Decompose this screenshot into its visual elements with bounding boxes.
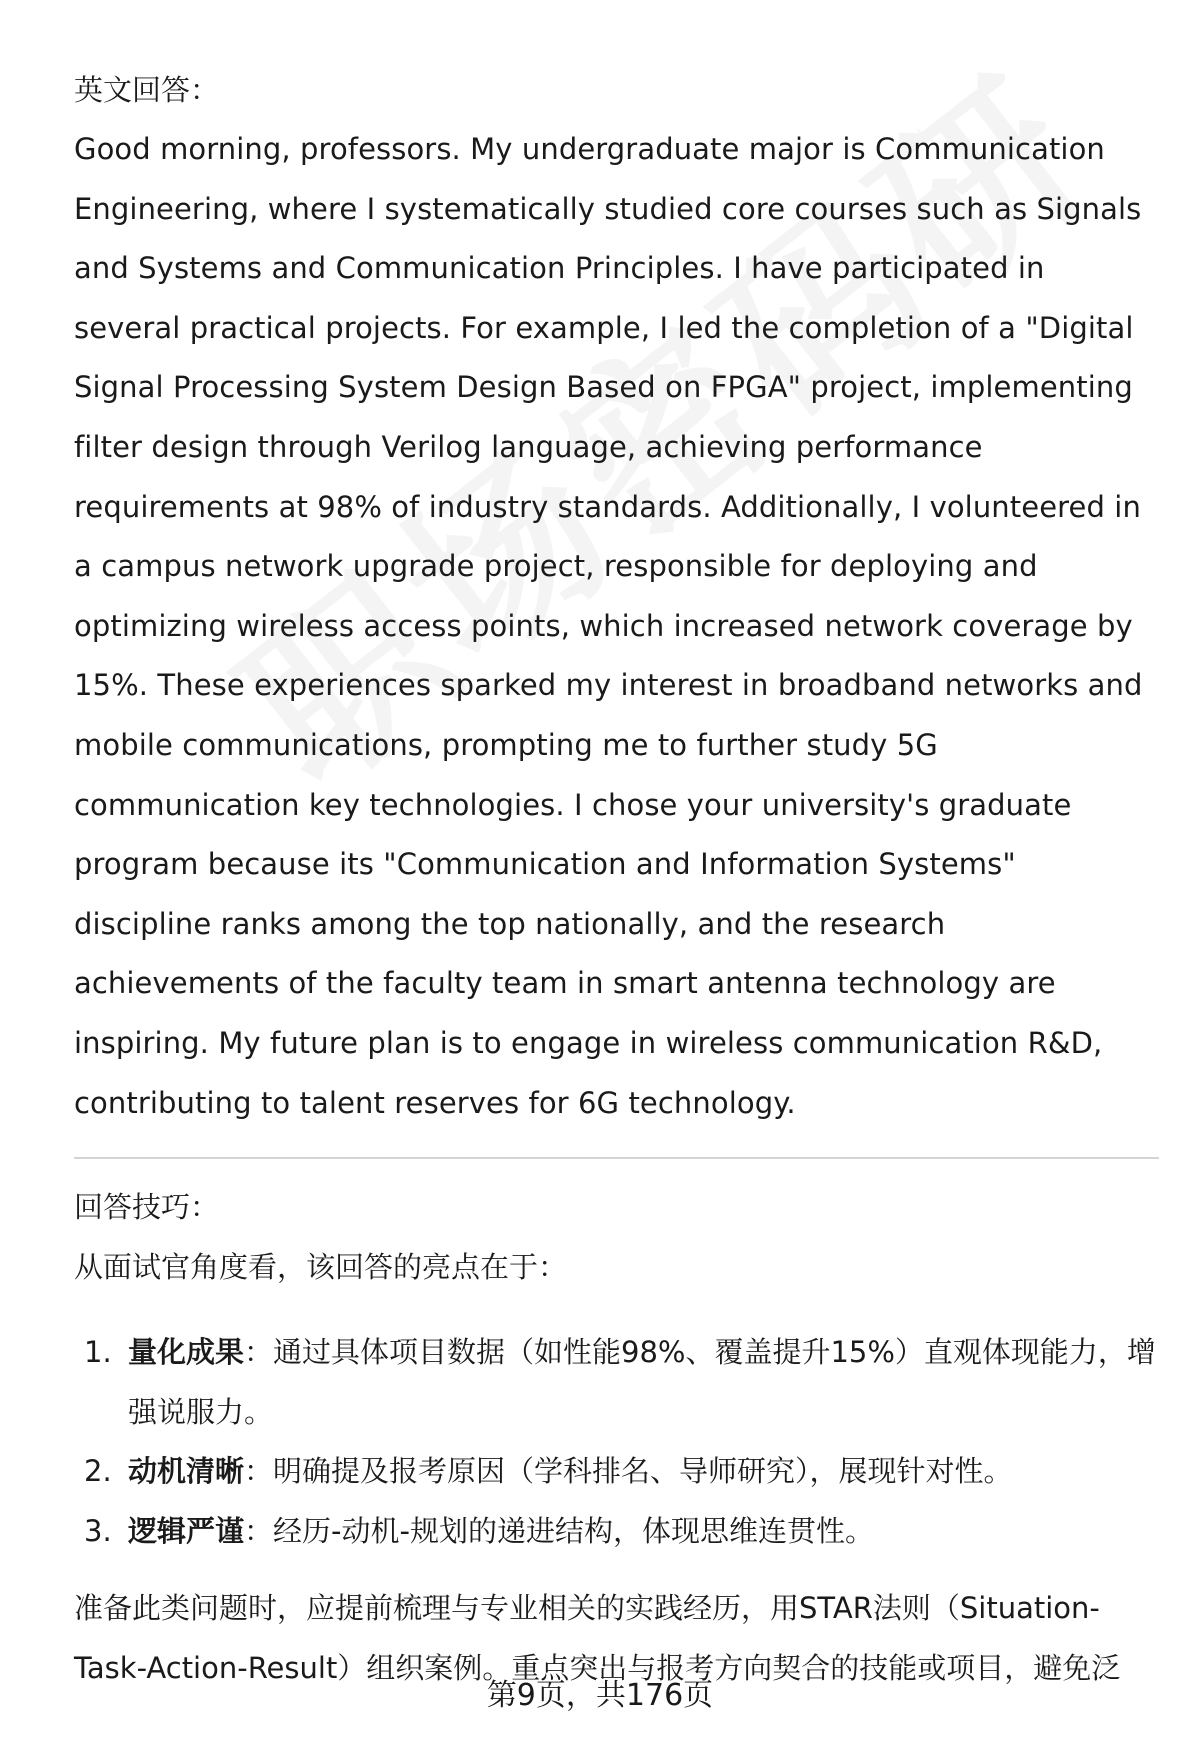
list-item-term: 量化成果 <box>128 1335 245 1370</box>
list-item-number: 2. <box>84 1454 112 1489</box>
list-item <box>74 1442 1159 1502</box>
list-item-number: 3. <box>84 1513 112 1548</box>
tips-intro: 从面试官角度看，该回答的亮点在于： <box>74 1250 568 1285</box>
closing-paragraph: 准备此类问题时，应提前梳理与专业相关的实践经历，用STAR法则（Situation-Task-Action-Result）组织案例。重点突出与报考方向契合的技能或项目，避免泛 <box>74 1591 1121 1686</box>
section-divider <box>74 1157 1159 1159</box>
document-page <box>74 60 1159 1699</box>
answer-label: 英文回答： <box>74 73 220 107</box>
list-item-number: 1. <box>84 1335 112 1370</box>
list-item-text: ：明确提及报考原因（学科排名、导师研究），展现针对性。 <box>244 1454 1013 1489</box>
list-item-text: ：通过具体项目数据（如性能98%、覆盖提升15%）直观体现能力，增强说服力。 <box>128 1335 1156 1429</box>
answer-text: Good morning, professors. My undergraduate major is Communication Engineering, where I systematically studied core courses such as Signals and Systems and Communication Principles. I have participated in several practical projects. For example, I led the completion of a "Digital Signal Processing System Design Based on FPGA" project, implementing filter design through Verilog language, achieving performance requirements at 98% of industry standards. Additionally, I volunteered in a campus network upgrade project, responsible for deploying and optimizing wireless access points, which increased network coverage by 15%. These experiences sparked my interest in broadband networks and mobile communications, prompting me to further study 5G communication key technologies. I chose your university's graduate program because its "Communication and Information Systems" discipline ranks among the top nationally, and the research achievements of the faculty team in smart antenna technology are inspiring. My future plan is to engage in wireless communication R&D, contributing to talent reserves for 6G technology. <box>74 132 1143 1120</box>
list-item <box>74 1502 1159 1562</box>
list-item-term: 逻辑严谨 <box>128 1513 245 1548</box>
tips-label: 回答技巧： <box>74 1190 220 1225</box>
page-number: 第9页，共176页 <box>486 1678 714 1713</box>
list-item <box>74 1323 1159 1442</box>
tips-list <box>74 1323 1159 1561</box>
list-item-text: ：经历-动机-规划的递进结构，体现思维连贯性。 <box>244 1513 874 1548</box>
list-item-term: 动机清晰 <box>128 1454 245 1489</box>
